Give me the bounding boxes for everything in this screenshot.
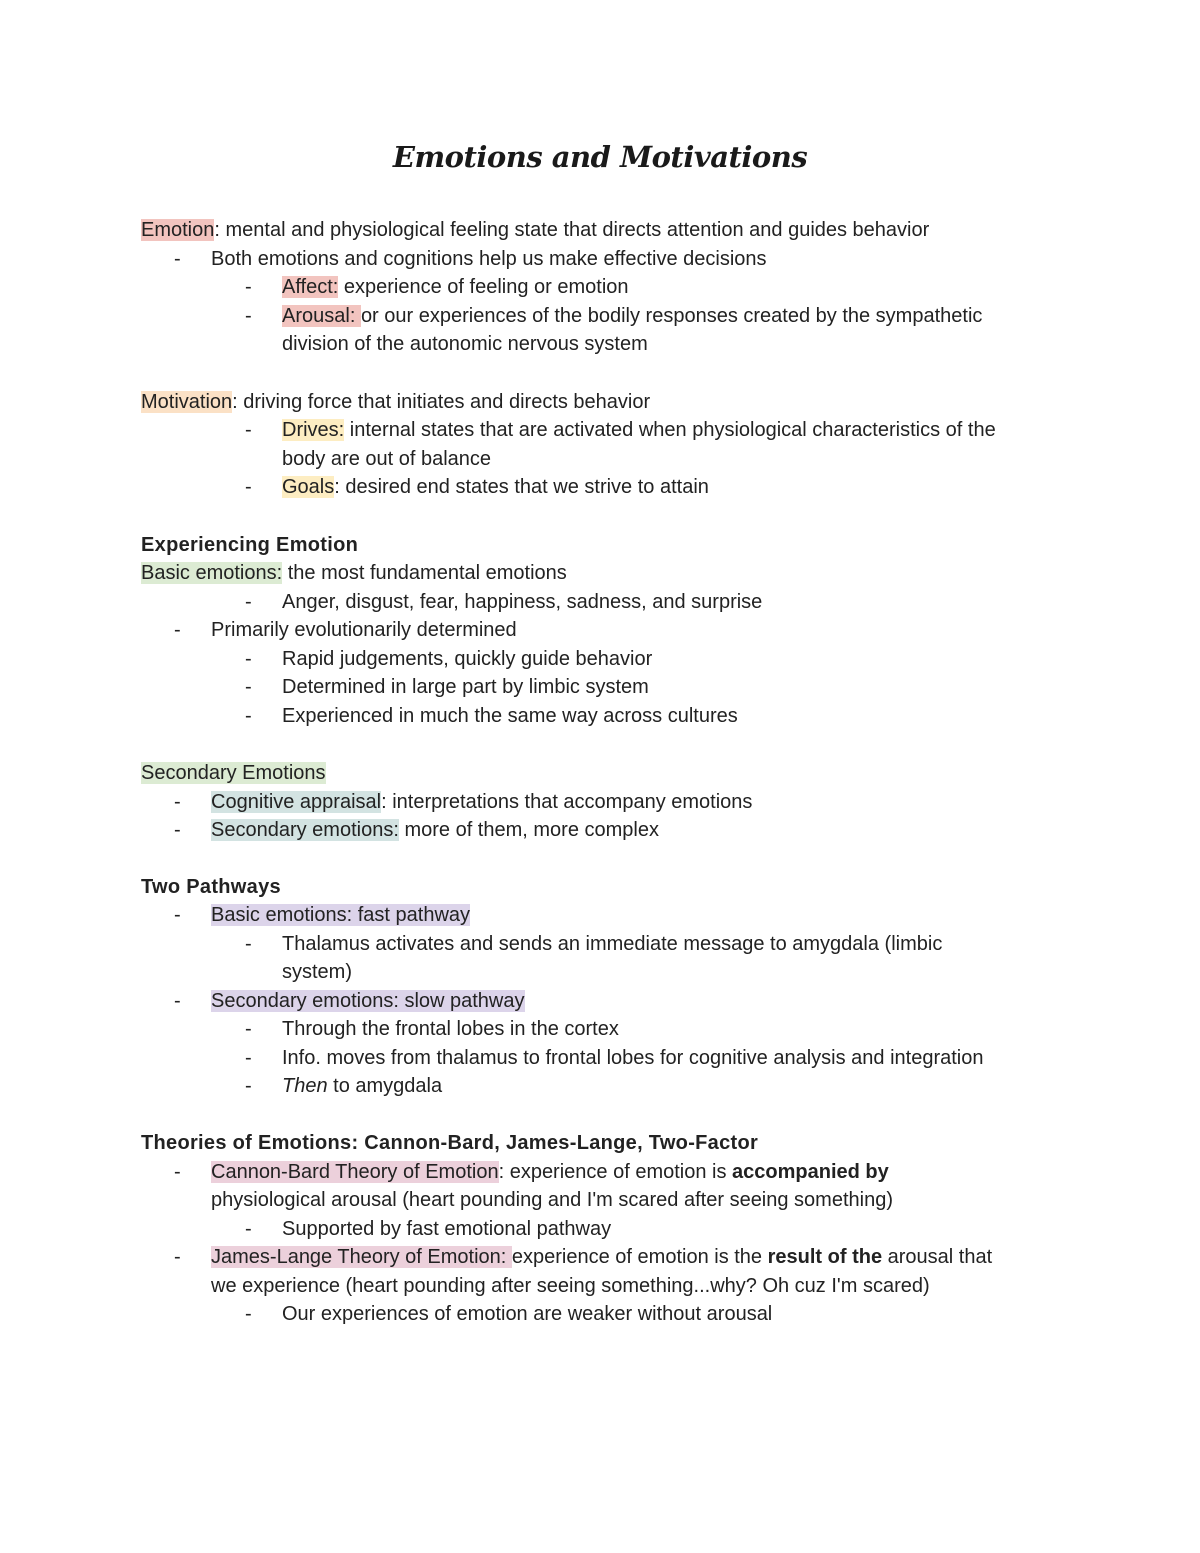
list-item: Supported by fast emotional pathway — [282, 1218, 612, 1240]
list-item-secondary: Secondary emotions: more of them, more complex — [211, 819, 659, 841]
list-item-appraisal: Cognitive appraisal: interpretations that accompany emotions — [211, 791, 753, 813]
list-item: Experienced in much the same way across cultures — [282, 705, 738, 727]
bullet-dash: - — [245, 1075, 252, 1097]
bullet-dash: - — [174, 904, 181, 926]
list-item-affect: Affect: experience of feeling or emotion — [282, 276, 629, 298]
bullet-dash: - — [174, 791, 181, 813]
list-item-arousal-cont: division of the autonomic nervous system — [282, 333, 648, 355]
list-item-arousal: Arousal: or our experiences of the bodily responses created by the sympathetic — [282, 305, 983, 327]
bullet-dash: - — [174, 990, 181, 1012]
list-item: Info. moves from thalamus to frontal lobes for cognitive analysis and integration — [282, 1047, 984, 1069]
bullet-dash: - — [245, 476, 252, 498]
page-title: Emotions and Motivations — [392, 140, 808, 174]
list-item: Anger, disgust, fear, happiness, sadness, and surprise — [282, 591, 763, 613]
bullet-dash: - — [245, 1018, 252, 1040]
list-item: Both emotions and cognitions help us make effective decisions — [211, 248, 767, 270]
list-item: Through the frontal lobes in the cortex — [282, 1018, 619, 1040]
section-heading-experiencing: Experiencing Emotion — [141, 534, 359, 556]
motivation-term: Motivation — [141, 391, 233, 413]
list-item: Then to amygdala — [282, 1075, 443, 1097]
list-item: Rapid judgements, quickly guide behavior — [282, 648, 653, 670]
list-item-cont: system) — [282, 961, 352, 983]
list-item: Determined in large part by limbic system — [282, 676, 649, 698]
list-item: Thalamus activates and sends an immediate message to amygdala (limbic — [282, 933, 943, 955]
section-heading-theories: Theories of Emotions: Cannon-Bard, James-Lange, Two-Factor — [141, 1132, 759, 1154]
list-item-drives: Drives: internal states that are activated when physiological characteristics of the — [282, 419, 996, 441]
emotion-definition: Emotion: mental and physiological feeling state that directs attention and guides behavior — [141, 219, 930, 241]
bullet-dash: - — [245, 305, 252, 327]
motivation-definition: Motivation: driving force that initiates and directs behavior — [141, 391, 651, 413]
bullet-dash: - — [174, 619, 181, 641]
bullet-dash: - — [245, 933, 252, 955]
basic-emotions-definition: Basic emotions: the most fundamental emotions — [141, 562, 567, 584]
list-item: Our experiences of emotion are weaker without arousal — [282, 1303, 773, 1325]
list-item-drives-cont: body are out of balance — [282, 448, 492, 470]
list-item-cannon-bard-cont: physiological arousal (heart pounding and I'm scared after seeing something) — [211, 1189, 893, 1211]
emotion-term: Emotion — [141, 219, 215, 241]
bullet-dash: - — [174, 248, 181, 270]
bullet-dash: - — [174, 1246, 181, 1268]
bullet-dash: - — [245, 419, 252, 441]
bullet-dash: - — [245, 1047, 252, 1069]
bullet-dash: - — [245, 1218, 252, 1240]
section-heading-pathways: Two Pathways — [141, 876, 281, 898]
bullet-dash: - — [245, 591, 252, 613]
bullet-dash: - — [174, 819, 181, 841]
list-item-goals: Goals: desired end states that we strive to attain — [282, 476, 709, 498]
bullet-dash: - — [245, 276, 252, 298]
list-item-fast-pathway: Basic emotions: fast pathway — [211, 904, 471, 926]
bullet-dash: - — [245, 676, 252, 698]
bullet-dash: - — [245, 705, 252, 727]
list-item-james-lange-cont: we experience (heart pounding after seeing something...why? Oh cuz I'm scared) — [211, 1275, 930, 1297]
list-item: Primarily evolutionarily determined — [211, 619, 517, 641]
bullet-dash: - — [245, 1303, 252, 1325]
bullet-dash: - — [174, 1161, 181, 1183]
list-item-james-lange: James-Lange Theory of Emotion: experience of emotion is the result of the arousal that — [211, 1246, 993, 1268]
list-item-cannon-bard: Cannon-Bard Theory of Emotion: experience of emotion is accompanied by — [211, 1161, 889, 1183]
section-heading-secondary: Secondary Emotions — [141, 762, 326, 784]
bullet-dash: - — [245, 648, 252, 670]
list-item-slow-pathway: Secondary emotions: slow pathway — [211, 990, 525, 1012]
